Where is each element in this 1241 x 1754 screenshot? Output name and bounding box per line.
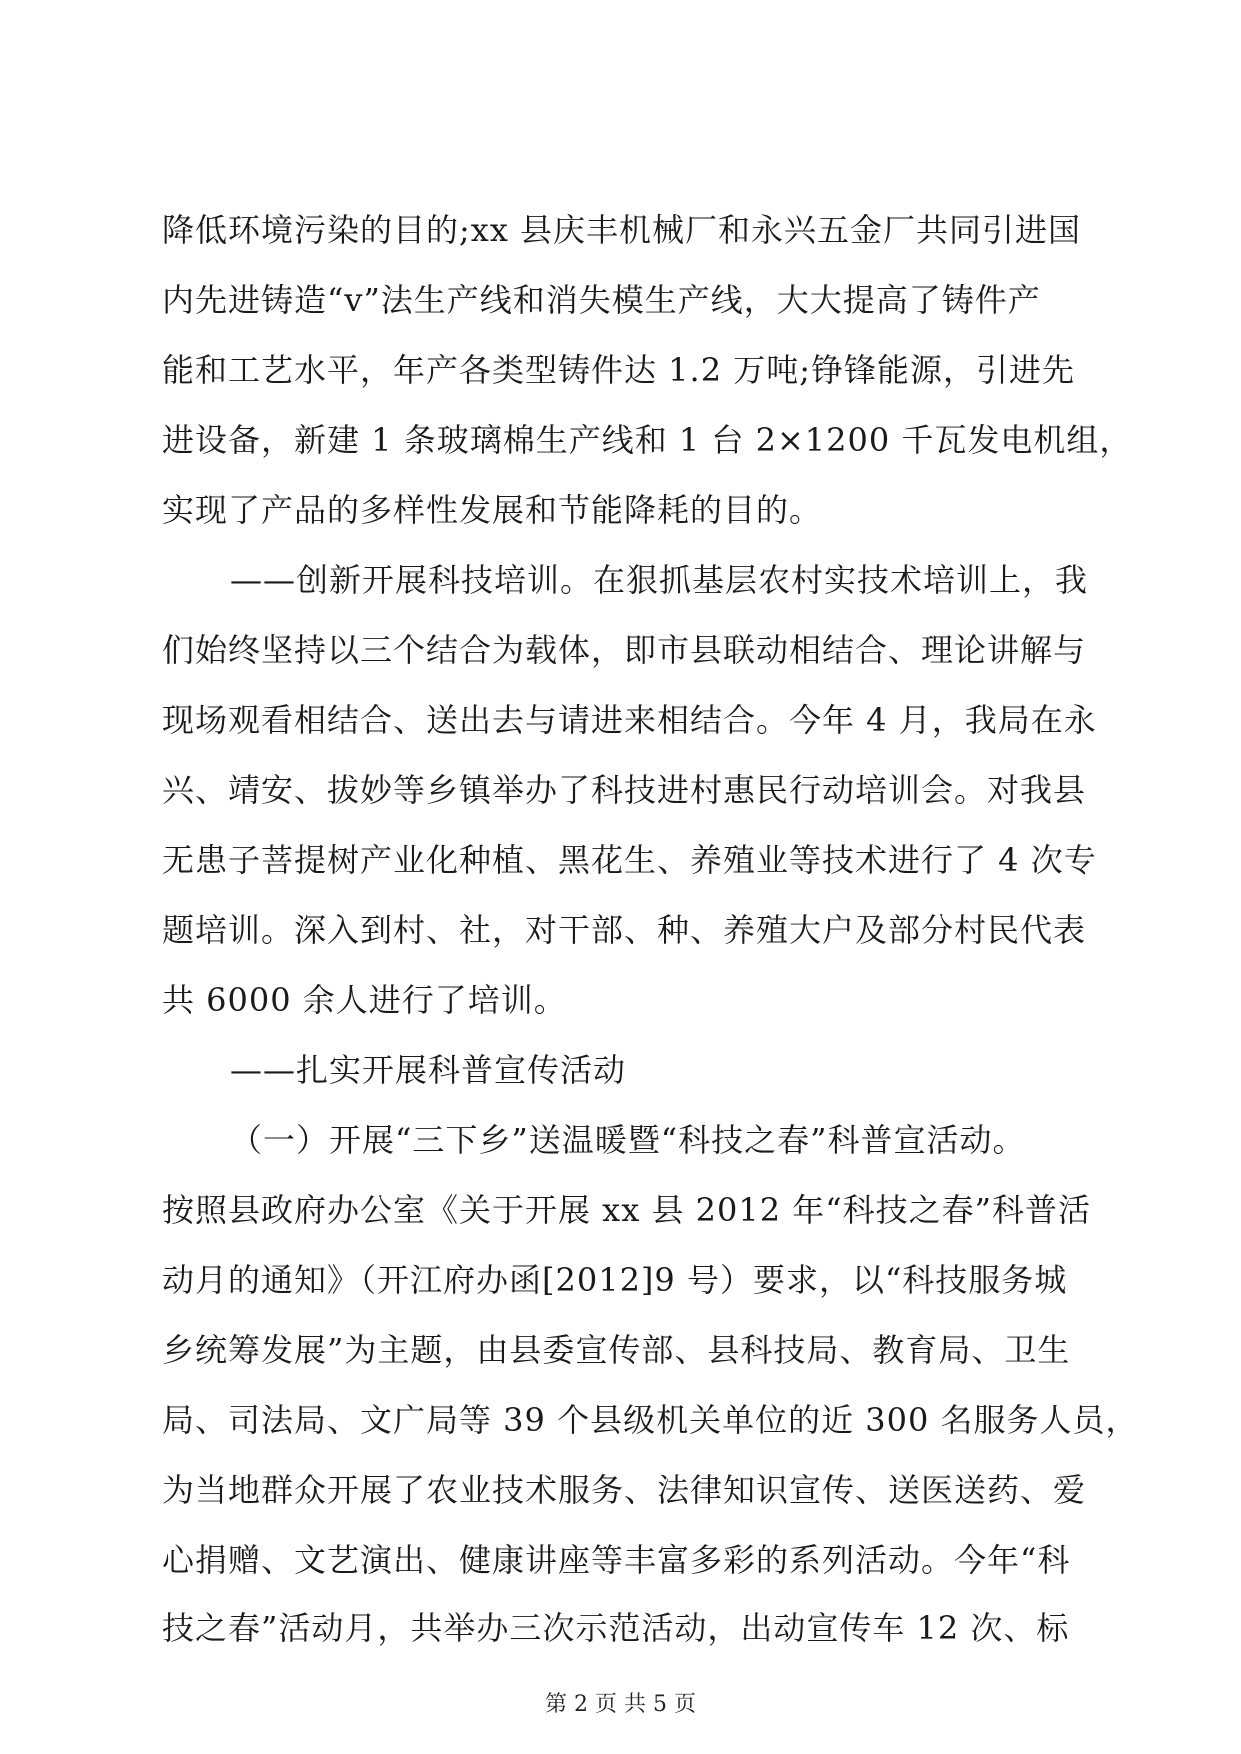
text-line: 们始终坚持以三个结合为载体，即市县联动相结合、理论讲解与 [162, 631, 1087, 669]
text-line: 能和工艺水平，年产各类型铸件达 1.2 万吨;铮锋能源，引进先 [162, 351, 1076, 389]
text-line: 题培训。深入到村、社，对干部、种、养殖大户及部分村民代表 [162, 911, 1087, 949]
text-line: 局、司法局、文广局等 39 个县级机关单位的近 300 名服务人员， [162, 1401, 1139, 1439]
text-line: （一）开展“三下乡”送温暖暨“科技之春”科普宣活动。 [230, 1121, 1026, 1159]
text-line: 心捐赠、文艺演出、健康讲座等丰富多彩的系列活动。今年“科 [162, 1541, 1071, 1579]
text-line: 乡统筹发展”为主题，由县委宣传部、县科技局、教育局、卫生 [162, 1331, 1071, 1369]
text-line: 进设备，新建 1 条玻璃棉生产线和 1 台 2×1200 千瓦发电机组， [162, 421, 1133, 459]
text-line: ——创新开展科技培训。在狠抓基层农村实技术培训上，我 [230, 561, 1089, 599]
text-line: 为当地群众开展了农业技术服务、法律知识宣传、送医送药、爱 [162, 1471, 1087, 1509]
text-line: 动月的通知》（开江府办函[2012]9 号）要求，以“科技服务城 [162, 1261, 1068, 1299]
text-line: 技之春”活动月，共举办三次示范活动，出动宣传车 12 次、标 [162, 1609, 1070, 1647]
text-line: 无患子菩提树产业化种植、黑花生、养殖业等技术进行了 4 次专 [162, 841, 1097, 879]
section-heading: ——扎实开展科普宣传活动 [230, 1051, 627, 1089]
text-line: 实现了产品的多样性发展和节能降耗的目的。 [162, 491, 823, 529]
text-line: 共 6000 余人进行了培训。 [162, 981, 567, 1019]
text-line: 按照县政府办公室《关于开展 xx 县 2012 年“科技之春”科普活 [162, 1191, 1091, 1229]
page-number-footer: 第 2 页 共 5 页 [545, 1692, 696, 1717]
text-line: 降低环境污染的目的;xx 县庆丰机械厂和永兴五金厂共同引进国 [162, 211, 1082, 249]
text-line: 兴、靖安、拔妙等乡镇举办了科技进村惠民行动培训会。对我县 [162, 771, 1087, 809]
text-line: 现场观看相结合、送出去与请进来相结合。今年 4 月，我局在永 [162, 701, 1097, 739]
text-line: 内先进铸造“v”法生产线和消失模生产线，大大提高了铸件产 [162, 281, 1041, 319]
